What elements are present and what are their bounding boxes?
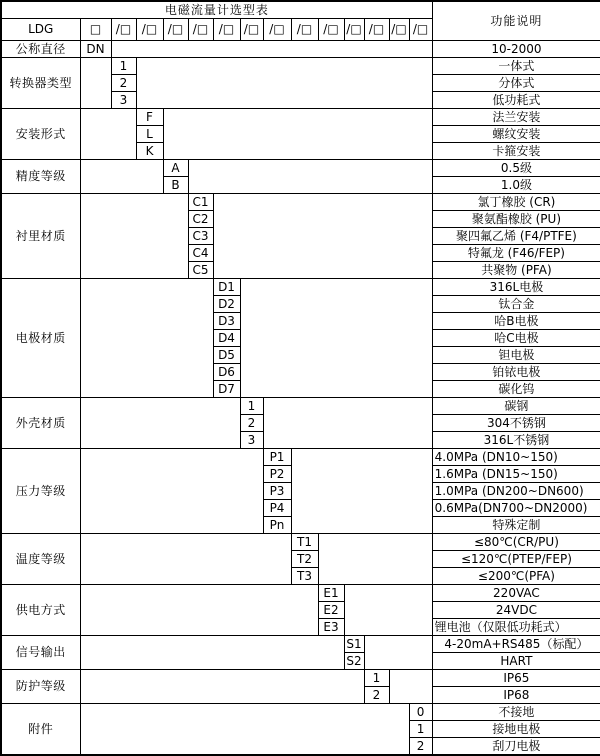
category-label: 外壳材质: [1, 398, 80, 449]
right-spacer: [318, 534, 432, 585]
left-spacer: [80, 704, 409, 756]
model-code-slot: /□: [318, 19, 344, 41]
category-label: 压力等级: [1, 449, 80, 534]
option-description: 聚氨酯橡胶 (PU): [432, 211, 600, 228]
model-code-slot: /□: [240, 19, 263, 41]
left-spacer: [80, 398, 240, 449]
option-description: 1.6MPa (DN15~150): [432, 466, 600, 483]
option-code: D1: [213, 279, 240, 296]
left-spacer: [80, 534, 291, 585]
option-description: 1.0级: [432, 177, 600, 194]
option-code: C1: [188, 194, 213, 211]
option-description: 304不锈钢: [432, 415, 600, 432]
left-spacer: [80, 585, 318, 636]
option-description: 0.5级: [432, 160, 600, 177]
right-spacer: [364, 636, 432, 670]
option-code: E2: [318, 602, 344, 619]
option-code: P3: [263, 483, 291, 500]
option-row: [1, 449, 600, 466]
model-code-slot: /□: [364, 19, 389, 41]
left-spacer: [80, 58, 111, 109]
model-code-slot: /□: [111, 19, 136, 41]
option-description: 碳化钨: [432, 381, 600, 398]
right-spacer: [136, 58, 432, 109]
right-spacer: [111, 41, 432, 58]
option-code: A: [163, 160, 188, 177]
right-spacer: [389, 670, 432, 704]
model-code-slot: /□: [263, 19, 291, 41]
right-spacer: [263, 398, 432, 449]
option-code: T3: [291, 568, 318, 585]
option-code: C4: [188, 245, 213, 262]
option-row: [1, 398, 600, 415]
right-spacer: [291, 449, 432, 534]
left-spacer: [80, 636, 344, 670]
option-code: 2: [240, 415, 263, 432]
option-description: 24VDC: [432, 602, 600, 619]
option-description: 刮刀电极: [432, 738, 600, 756]
category-label: 转换器类型: [1, 58, 80, 109]
option-code: 1: [364, 670, 389, 687]
option-description: 聚四氟乙烯 (F4/PTFE): [432, 228, 600, 245]
option-description: ≤120℃(PTEP/FEP): [432, 551, 600, 568]
option-description: ≤80℃(CR/PU): [432, 534, 600, 551]
category-label: 公称直径: [1, 41, 80, 58]
option-description: ≤200℃(PFA): [432, 568, 600, 585]
option-code: L: [136, 126, 163, 143]
model-code-slot: /□: [291, 19, 318, 41]
option-description: 4-20mA+RS485（标配）: [432, 636, 600, 653]
option-description: 钽电极: [432, 347, 600, 364]
option-description: 共聚物 (PFA): [432, 262, 600, 279]
left-spacer: [80, 449, 263, 534]
category-label: 温度等级: [1, 534, 80, 585]
option-code: E3: [318, 619, 344, 636]
option-description: 316L不锈钢: [432, 432, 600, 449]
option-description: IP65: [432, 670, 600, 687]
option-description: 特氟龙 (F46/FEP): [432, 245, 600, 262]
model-code-slot: /□: [213, 19, 240, 41]
model-code-slot: /□: [389, 19, 409, 41]
option-code: D6: [213, 364, 240, 381]
function-column-header: 功能说明: [432, 1, 600, 41]
option-description: 哈B电极: [432, 313, 600, 330]
category-label: 防护等级: [1, 670, 80, 704]
option-description: 铂铱电极: [432, 364, 600, 381]
option-description: 卡箍安装: [432, 143, 600, 160]
category-label: 供电方式: [1, 585, 80, 636]
option-description: HART: [432, 653, 600, 670]
category-label: 信号输出: [1, 636, 80, 670]
option-description: 碳钢: [432, 398, 600, 415]
option-code: C3: [188, 228, 213, 245]
option-description: 特殊定制: [432, 517, 600, 534]
option-code: 0: [409, 704, 432, 721]
option-description: 1.0MPa (DN200~DN600): [432, 483, 600, 500]
model-code-slot: /□: [344, 19, 364, 41]
right-spacer: [213, 194, 432, 279]
option-description: 接地电极: [432, 721, 600, 738]
option-description: 低功耗式: [432, 92, 600, 109]
option-description: 4.0MPa (DN10~150): [432, 449, 600, 466]
table-title: 电磁流量计选型表: [1, 1, 432, 19]
option-row: [1, 670, 600, 687]
option-code: C5: [188, 262, 213, 279]
left-spacer: [80, 670, 364, 704]
right-spacer: [240, 279, 432, 398]
option-description: 0.6MPa(DN700~DN2000): [432, 500, 600, 517]
option-code: P1: [263, 449, 291, 466]
option-description: 分体式: [432, 75, 600, 92]
model-code-slot: /□: [163, 19, 188, 41]
left-spacer: [80, 109, 136, 160]
option-row: [1, 194, 600, 211]
option-row: [1, 279, 600, 296]
option-description: 10-2000: [432, 41, 600, 58]
option-code: T2: [291, 551, 318, 568]
option-row: [1, 636, 600, 653]
option-description: 一体式: [432, 58, 600, 75]
model-code-slot: /□: [409, 19, 432, 41]
option-description: 氯丁橡胶 (CR): [432, 194, 600, 211]
option-description: 法兰安装: [432, 109, 600, 126]
model-code-box: □: [80, 19, 111, 41]
option-row: [1, 58, 600, 75]
option-code: C2: [188, 211, 213, 228]
left-spacer: [80, 194, 188, 279]
left-spacer: [80, 160, 163, 194]
option-code: DN: [80, 41, 111, 58]
category-label: 安装形式: [1, 109, 80, 160]
option-code: F: [136, 109, 163, 126]
category-label: 附件: [1, 704, 80, 756]
option-code: K: [136, 143, 163, 160]
option-row: [1, 109, 600, 126]
option-code: P4: [263, 500, 291, 517]
option-code: Pn: [263, 517, 291, 534]
right-spacer: [344, 585, 432, 636]
option-code: D5: [213, 347, 240, 364]
model-prefix: LDG: [1, 19, 80, 41]
category-label: 衬里材质: [1, 194, 80, 279]
right-spacer: [188, 160, 432, 194]
option-row: [1, 585, 600, 602]
option-code: 3: [240, 432, 263, 449]
option-code: B: [163, 177, 188, 194]
option-row: [1, 704, 600, 721]
option-code: D3: [213, 313, 240, 330]
option-description: IP68: [432, 687, 600, 704]
option-description: 316L电极: [432, 279, 600, 296]
option-code: 3: [111, 92, 136, 109]
option-code: S2: [344, 653, 364, 670]
option-code: P2: [263, 466, 291, 483]
option-code: D2: [213, 296, 240, 313]
option-code: T1: [291, 534, 318, 551]
left-spacer: [80, 279, 213, 398]
option-row: [1, 160, 600, 177]
option-code: 2: [364, 687, 389, 704]
option-description: 220VAC: [432, 585, 600, 602]
option-code: 1: [111, 58, 136, 75]
option-description: 钛合金: [432, 296, 600, 313]
option-description: 哈C电极: [432, 330, 600, 347]
option-code: S1: [344, 636, 364, 653]
category-label: 电极材质: [1, 279, 80, 398]
option-description: 锂电池（仅限低功耗式）: [432, 619, 600, 636]
category-label: 精度等级: [1, 160, 80, 194]
option-row: [1, 534, 600, 551]
option-code: 2: [409, 738, 432, 756]
option-code: 1: [240, 398, 263, 415]
right-spacer: [163, 109, 432, 160]
option-description: 不接地: [432, 704, 600, 721]
model-code-slot: /□: [188, 19, 213, 41]
option-code: E1: [318, 585, 344, 602]
model-code-slot: /□: [136, 19, 163, 41]
option-code: 1: [409, 721, 432, 738]
option-code: D7: [213, 381, 240, 398]
option-code: 2: [111, 75, 136, 92]
option-code: D4: [213, 330, 240, 347]
option-description: 螺纹安装: [432, 126, 600, 143]
option-row: [1, 41, 600, 58]
